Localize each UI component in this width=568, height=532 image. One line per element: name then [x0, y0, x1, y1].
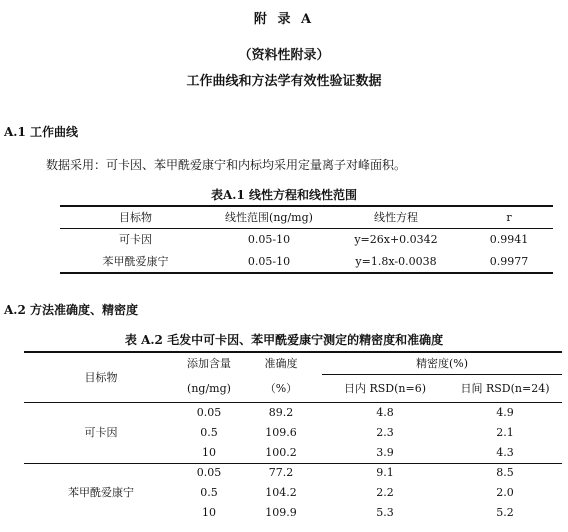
- table2-header-target: 目标物: [84, 371, 118, 384]
- table-cell: 0.05: [196, 405, 222, 419]
- table2-group-name: 苯甲酰爱康宁: [68, 486, 134, 499]
- table-cell: 可卡因: [119, 233, 152, 246]
- table-cell: 9.1: [376, 465, 394, 479]
- table-cell: 2.2: [376, 485, 394, 499]
- table-cell: 0.05: [196, 465, 222, 479]
- table-cell: y=26x+0.0342: [354, 232, 438, 246]
- table-cell: 苯甲酰爱康宁: [102, 255, 169, 268]
- appendix-subtitle: （资料性附录）: [238, 48, 330, 63]
- table-cell: 2.3: [376, 425, 394, 439]
- table-cell: 5.2: [496, 505, 514, 519]
- table2-caption: 表 A.2 毛发中可卡因、苯甲酰爱康宁测定的精密度和准确度: [124, 333, 444, 347]
- section-heading-a2: A.2 方法准确度、精密度: [4, 303, 139, 317]
- table1-header-row: [60, 206, 553, 228]
- table-cell: 0.9941: [489, 232, 529, 246]
- table2-header-inter: 日间 RSD(n=24): [460, 382, 550, 395]
- table-cell: 10: [202, 505, 216, 519]
- table2-header-row-1: [24, 352, 562, 374]
- table2-header-intra: 日内 RSD(n=6): [343, 382, 427, 395]
- table-cell: 0.05-10: [247, 232, 291, 246]
- section-heading-a1: A.1 工作曲线: [4, 125, 79, 139]
- table1-header-target: 目标物: [119, 211, 152, 224]
- table2-group-rule: [24, 463, 562, 464]
- table1-bottom-rule: [60, 272, 553, 274]
- table-cell: 0.5: [200, 485, 218, 499]
- table-cell: 89.2: [268, 405, 294, 419]
- table2-header-added-unit: (ng/mg): [187, 381, 231, 395]
- table2-header-precision: 精密度(%): [415, 357, 469, 370]
- table-cell: 2.0: [496, 485, 514, 499]
- table2-header-rule: [24, 402, 562, 403]
- table-cell: 109.6: [265, 425, 297, 439]
- table-cell: 5.3: [376, 505, 394, 519]
- table2-header-accuracy-unit: （%）: [264, 382, 298, 395]
- table-cell: 8.5: [496, 465, 514, 479]
- table-cell: 10: [202, 445, 216, 459]
- table2-header-added: 添加含量: [187, 357, 231, 370]
- table1-header-equation: 线性方程: [374, 211, 418, 224]
- table-cell: 0.05-10: [247, 254, 291, 268]
- table-cell: 4.9: [496, 405, 514, 419]
- table1-caption: 表A.1 线性方程和线性范围: [210, 188, 358, 202]
- table2: [24, 352, 562, 522]
- table-cell: 4.8: [376, 405, 394, 419]
- table-cell: 0.9977: [489, 254, 529, 268]
- section-paragraph: 数据采用：可卡因、苯甲酰爱康宁和内标均采用定量离子对峰面积。: [46, 158, 407, 172]
- table-cell: 2.1: [496, 425, 514, 439]
- table1-header-r: r: [506, 210, 512, 224]
- appendix-title: 附 录 A: [253, 12, 315, 27]
- table-row: [24, 462, 562, 482]
- table-row: [60, 250, 553, 272]
- table-cell: 100.2: [265, 445, 297, 459]
- table-cell: 4.3: [496, 445, 514, 459]
- table-cell: y=1.8x-0.0038: [355, 254, 437, 268]
- table2-group-name: 可卡因: [84, 426, 118, 439]
- table-row: [60, 228, 553, 250]
- table-cell: 77.2: [268, 465, 294, 479]
- table-row: [24, 402, 562, 422]
- table-cell: 0.5: [200, 425, 218, 439]
- table1-header-rule: [60, 228, 553, 229]
- table-cell: 104.2: [265, 485, 297, 499]
- appendix-heading: 工作曲线和方法学有效性验证数据: [186, 74, 382, 89]
- table2-header-accuracy: 准确度: [264, 357, 298, 370]
- table2-precision-rule: [322, 374, 562, 375]
- table1-header-range: 线性范围(ng/mg): [225, 211, 313, 224]
- table-cell: 3.9: [376, 445, 394, 459]
- table-cell: 109.9: [265, 505, 297, 519]
- table1: [60, 206, 553, 272]
